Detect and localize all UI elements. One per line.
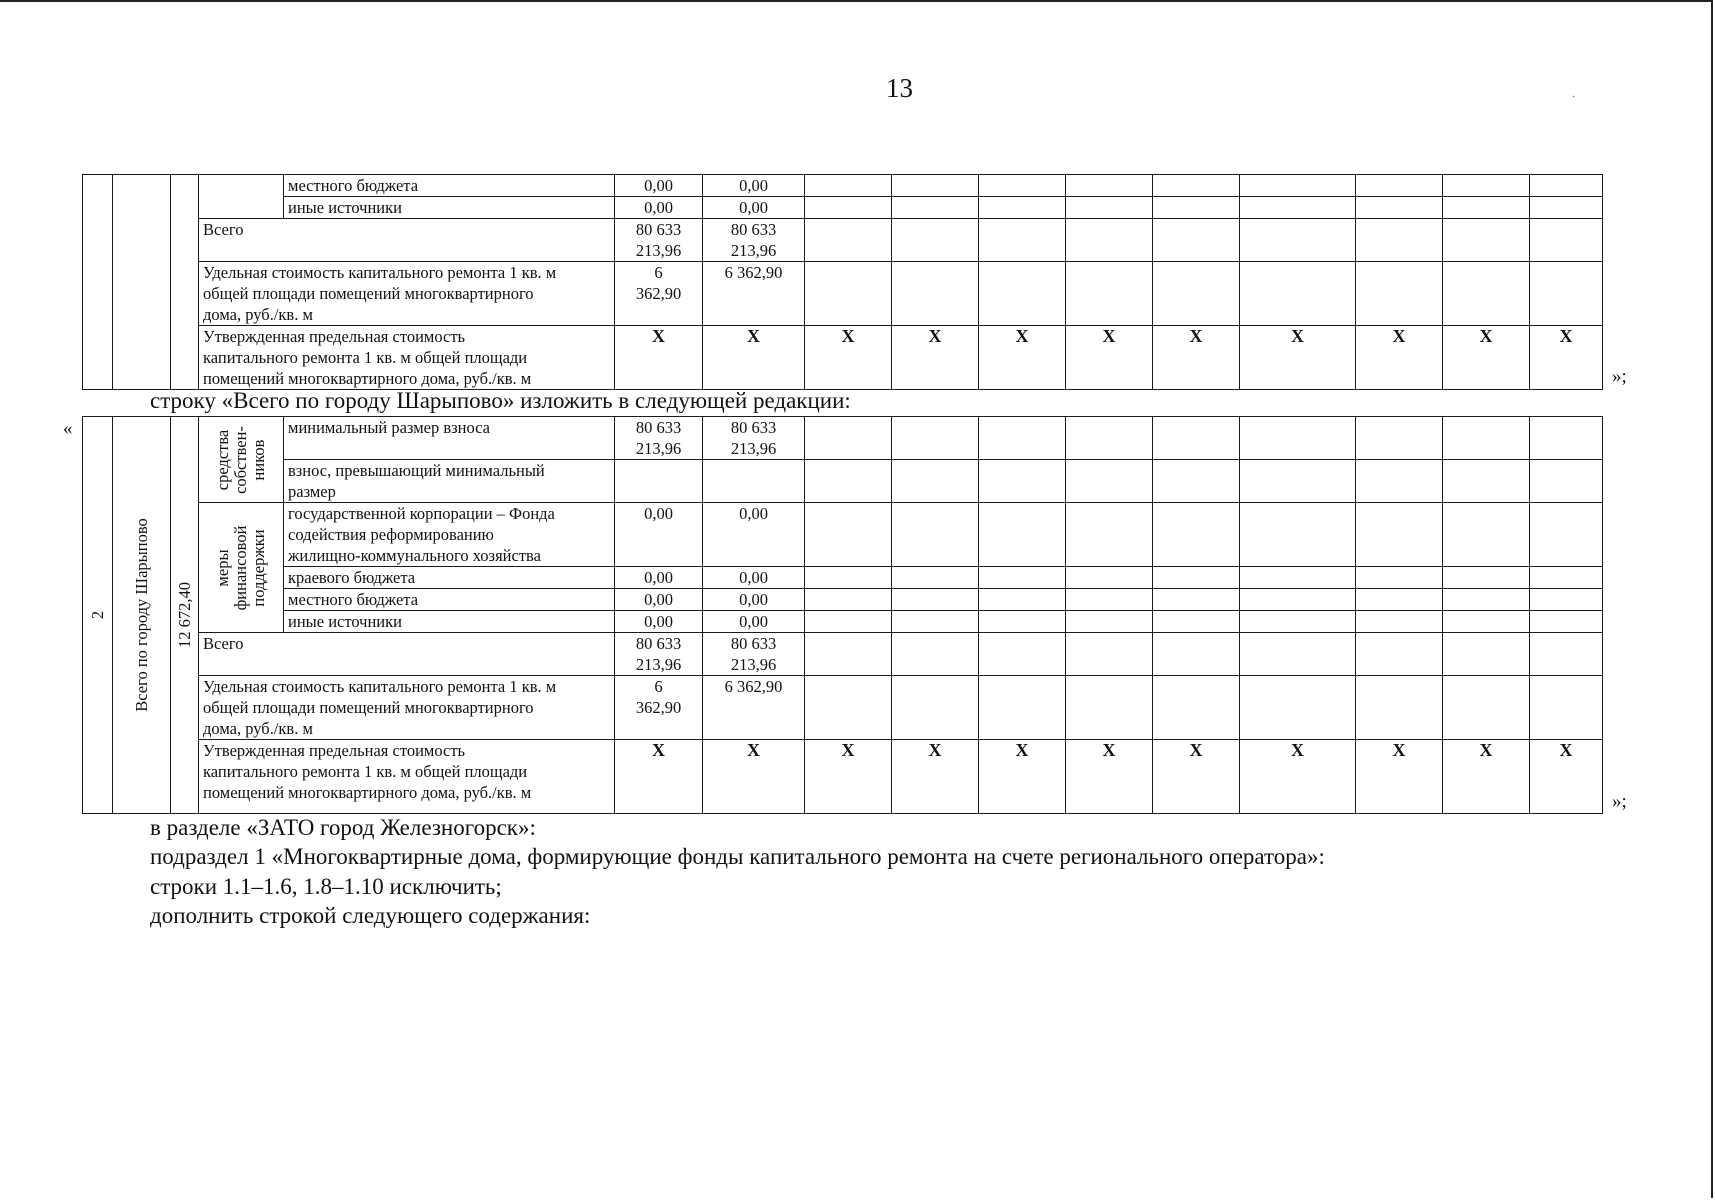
empty-cell bbox=[1066, 611, 1153, 633]
empty-cell bbox=[1356, 589, 1443, 611]
mark-cell: X bbox=[615, 740, 703, 814]
mark-cell: X bbox=[979, 740, 1066, 814]
row-label: краевого бюджета bbox=[284, 567, 615, 589]
empty-cell bbox=[979, 460, 1066, 503]
empty-cell bbox=[805, 417, 892, 460]
value-cell: 80 633 213,96 bbox=[703, 219, 805, 262]
row-name-cell bbox=[113, 417, 171, 814]
row-number: 2 bbox=[87, 610, 107, 620]
empty-cell bbox=[1153, 633, 1240, 676]
empty-cell bbox=[1443, 503, 1530, 567]
empty-cell bbox=[979, 417, 1066, 460]
empty-cell bbox=[1153, 589, 1240, 611]
instruction-text: в разделе «ЗАТО город Железногорск»: bbox=[150, 815, 536, 840]
empty-cell bbox=[1066, 567, 1153, 589]
empty-cell bbox=[1240, 503, 1356, 567]
empty-cell bbox=[1443, 676, 1530, 740]
empty-cell bbox=[979, 676, 1066, 740]
empty-cell bbox=[1153, 197, 1240, 219]
value-cell: 0,00 bbox=[615, 611, 703, 633]
empty-cell bbox=[1066, 460, 1153, 503]
table-row bbox=[83, 175, 1603, 197]
empty-cell bbox=[979, 633, 1066, 676]
value-cell: 0,00 bbox=[615, 503, 703, 567]
empty-cell bbox=[892, 262, 979, 326]
empty-cell bbox=[1153, 262, 1240, 326]
empty-cell bbox=[805, 262, 892, 326]
empty-cell bbox=[1240, 197, 1356, 219]
empty-cell bbox=[805, 219, 892, 262]
empty-cell bbox=[1153, 611, 1240, 633]
empty-cell bbox=[1240, 460, 1356, 503]
empty-cell bbox=[1066, 417, 1153, 460]
row-label: Всего bbox=[199, 633, 615, 676]
mark-cell: X bbox=[615, 326, 703, 390]
value-cell: 0,00 bbox=[703, 611, 805, 633]
empty-cell bbox=[1356, 197, 1443, 219]
empty-cell bbox=[979, 567, 1066, 589]
empty-cell bbox=[1153, 503, 1240, 567]
mark-cell: X bbox=[1443, 740, 1530, 814]
empty-cell bbox=[979, 611, 1066, 633]
empty-cell bbox=[1066, 676, 1153, 740]
table-row bbox=[83, 589, 1603, 611]
closing-quote: »; bbox=[1612, 791, 1627, 812]
mark-cell: X bbox=[979, 326, 1066, 390]
mark-cell: X bbox=[1530, 326, 1603, 390]
empty-cell bbox=[805, 611, 892, 633]
empty-cell bbox=[1443, 633, 1530, 676]
empty-cell bbox=[1443, 460, 1530, 503]
empty-cell bbox=[805, 676, 892, 740]
mark-cell: X bbox=[1443, 326, 1530, 390]
row-number-cell bbox=[83, 417, 113, 814]
mark-cell: X bbox=[892, 326, 979, 390]
empty-cell bbox=[892, 219, 979, 262]
owners-group-label: средства собствен- ников bbox=[213, 425, 268, 494]
empty-cell bbox=[979, 219, 1066, 262]
empty-cell bbox=[979, 197, 1066, 219]
table-row bbox=[83, 633, 1603, 676]
row-label: иные источники bbox=[284, 611, 615, 633]
mark-cell: X bbox=[805, 740, 892, 814]
table-row bbox=[83, 567, 1603, 589]
value-cell bbox=[703, 460, 805, 503]
empty-cell bbox=[1066, 197, 1153, 219]
area-cell bbox=[171, 417, 199, 814]
empty-cell bbox=[1443, 589, 1530, 611]
empty-cell bbox=[1153, 175, 1240, 197]
empty-cell bbox=[892, 676, 979, 740]
empty-cell bbox=[1240, 175, 1356, 197]
empty-cell bbox=[892, 567, 979, 589]
empty-cell bbox=[1443, 567, 1530, 589]
empty-cell bbox=[979, 589, 1066, 611]
mark-cell: X bbox=[1530, 740, 1603, 814]
empty-cell bbox=[892, 417, 979, 460]
empty-cell bbox=[805, 567, 892, 589]
table-row bbox=[83, 197, 1603, 219]
mark-cell: X bbox=[1356, 326, 1443, 390]
mark-cell: X bbox=[703, 740, 805, 814]
value-cell: 0,00 bbox=[703, 197, 805, 219]
row-name: Всего по городу Шарыпово bbox=[131, 518, 151, 712]
value-cell: 6 362,90 bbox=[703, 262, 805, 326]
empty-cell bbox=[1530, 503, 1603, 567]
bottom-table bbox=[82, 416, 1603, 814]
table-row bbox=[83, 417, 1603, 460]
empty-cell bbox=[1443, 262, 1530, 326]
empty-cell bbox=[1530, 197, 1603, 219]
empty-cell bbox=[1530, 567, 1603, 589]
empty-cell bbox=[892, 503, 979, 567]
empty-cell bbox=[805, 633, 892, 676]
empty-cell bbox=[1240, 262, 1356, 326]
row-label: минимальный размер взноса bbox=[284, 417, 615, 460]
empty-cell bbox=[979, 175, 1066, 197]
empty-cell bbox=[1530, 262, 1603, 326]
empty-cell bbox=[892, 197, 979, 219]
empty-cell bbox=[1443, 611, 1530, 633]
value-cell: 6 362,90 bbox=[615, 262, 703, 326]
opening-quote: « bbox=[63, 418, 73, 439]
empty-cell bbox=[805, 503, 892, 567]
mark-cell: X bbox=[703, 326, 805, 390]
value-cell: 0,00 bbox=[615, 589, 703, 611]
table-row bbox=[83, 219, 1603, 262]
empty-cell bbox=[892, 589, 979, 611]
value-cell bbox=[615, 460, 703, 503]
empty-cell bbox=[1530, 175, 1603, 197]
empty-cell bbox=[1356, 503, 1443, 567]
empty-cell bbox=[1066, 175, 1153, 197]
value-cell: 80 633 213,96 bbox=[615, 633, 703, 676]
top-table bbox=[82, 174, 1603, 390]
empty-cell bbox=[1530, 633, 1603, 676]
empty-cell bbox=[1066, 589, 1153, 611]
empty-cell bbox=[1356, 262, 1443, 326]
value-cell: 0,00 bbox=[615, 567, 703, 589]
value-cell: 80 633 213,96 bbox=[703, 633, 805, 676]
mark-cell: X bbox=[892, 740, 979, 814]
mark-cell: X bbox=[1153, 326, 1240, 390]
value-cell: 0,00 bbox=[703, 567, 805, 589]
row-label: взнос, превышающий минимальный размер bbox=[284, 460, 615, 503]
empty-cell bbox=[1443, 417, 1530, 460]
table-row bbox=[83, 460, 1603, 503]
empty-cell bbox=[1066, 262, 1153, 326]
empty-cell bbox=[1153, 219, 1240, 262]
row-number-cell bbox=[83, 175, 113, 390]
value-cell: 6 362,90 bbox=[615, 676, 703, 740]
instruction-text: дополнить строкой следующего содержания: bbox=[150, 903, 591, 928]
empty-cell bbox=[1240, 417, 1356, 460]
empty-cell bbox=[979, 262, 1066, 326]
empty-cell bbox=[1153, 676, 1240, 740]
mark-cell: X bbox=[1066, 740, 1153, 814]
row-label: Удельная стоимость капитального ремонта 1 кв. м общей площади помещений многоквартирного дома, руб./кв. м bbox=[199, 676, 615, 740]
empty-cell bbox=[892, 460, 979, 503]
value-cell: 0,00 bbox=[703, 589, 805, 611]
instruction-text: строки 1.1–1.6, 1.8–1.10 исключить; bbox=[150, 874, 502, 899]
row-label: местного бюджета bbox=[284, 175, 615, 197]
empty-cell bbox=[1530, 611, 1603, 633]
group-cell bbox=[199, 175, 284, 219]
empty-cell bbox=[1240, 567, 1356, 589]
empty-cell bbox=[892, 633, 979, 676]
empty-cell bbox=[1356, 611, 1443, 633]
table-row bbox=[83, 326, 1603, 390]
empty-cell bbox=[805, 175, 892, 197]
empty-cell bbox=[1356, 633, 1443, 676]
instruction-text: подраздел 1 «Многоквартирные дома, формирующие фонды капитального ремонта на счете регионального оператора»: bbox=[150, 844, 1325, 869]
mark-cell: X bbox=[1153, 740, 1240, 814]
empty-cell bbox=[1530, 460, 1603, 503]
empty-cell bbox=[1530, 417, 1603, 460]
empty-cell bbox=[1240, 676, 1356, 740]
row-label: Утвержденная предельная стоимость капитального ремонта 1 кв. м общей площади помещений многоквартирного дома, руб./кв. м bbox=[199, 326, 615, 390]
empty-cell bbox=[979, 503, 1066, 567]
mark-cell: X bbox=[1356, 740, 1443, 814]
empty-cell bbox=[1240, 219, 1356, 262]
empty-cell bbox=[1356, 417, 1443, 460]
row-label: Удельная стоимость капитального ремонта 1 кв. м общей площади помещений многоквартирного дома, руб./кв. м bbox=[199, 262, 615, 326]
value-cell: 80 633 213,96 bbox=[615, 417, 703, 460]
value-cell: 0,00 bbox=[615, 175, 703, 197]
empty-cell bbox=[805, 460, 892, 503]
support-group-cell bbox=[199, 503, 284, 633]
table-row bbox=[83, 262, 1603, 326]
row-label: Всего bbox=[199, 219, 615, 262]
row-label: иные источники bbox=[284, 197, 615, 219]
mark-cell: X bbox=[1066, 326, 1153, 390]
empty-cell bbox=[1066, 219, 1153, 262]
empty-cell bbox=[1443, 175, 1530, 197]
empty-cell bbox=[892, 175, 979, 197]
empty-cell bbox=[1356, 175, 1443, 197]
empty-cell bbox=[1066, 633, 1153, 676]
empty-cell bbox=[805, 197, 892, 219]
empty-cell bbox=[1240, 589, 1356, 611]
empty-cell bbox=[1356, 567, 1443, 589]
mark-cell: X bbox=[805, 326, 892, 390]
empty-cell bbox=[1240, 633, 1356, 676]
empty-cell bbox=[1153, 417, 1240, 460]
empty-cell bbox=[1356, 219, 1443, 262]
area-value: 12 672,40 bbox=[174, 582, 194, 648]
empty-cell bbox=[1240, 611, 1356, 633]
empty-cell bbox=[1443, 219, 1530, 262]
value-cell: 80 633 213,96 bbox=[703, 417, 805, 460]
value-cell: 0,00 bbox=[615, 197, 703, 219]
empty-cell bbox=[1153, 567, 1240, 589]
instruction-text: строку «Всего по городу Шарыпово» изложить в следующей редакции: bbox=[150, 388, 851, 413]
row-label: государственной корпорации – Фонда содействия реформированию жилищно-коммунального хозяйства bbox=[284, 503, 615, 567]
empty-cell bbox=[1530, 676, 1603, 740]
empty-cell bbox=[1530, 219, 1603, 262]
stray-mark: . bbox=[1572, 86, 1575, 100]
empty-cell bbox=[1153, 460, 1240, 503]
empty-cell bbox=[1066, 503, 1153, 567]
mark-cell: X bbox=[1240, 740, 1356, 814]
mark-cell: X bbox=[1240, 326, 1356, 390]
table-row bbox=[83, 676, 1603, 740]
owners-group-cell bbox=[199, 417, 284, 503]
row-label: Утвержденная предельная стоимость капитального ремонта 1 кв. м общей площади помещений многоквартирного дома, руб./кв. м bbox=[199, 740, 615, 814]
table-row bbox=[83, 740, 1603, 814]
page-number: 13 bbox=[886, 73, 913, 103]
value-cell: 6 362,90 bbox=[703, 676, 805, 740]
value-cell: 80 633 213,96 bbox=[615, 219, 703, 262]
row-name-cell bbox=[113, 175, 171, 390]
empty-cell bbox=[1443, 197, 1530, 219]
empty-cell bbox=[805, 589, 892, 611]
support-group-label: меры финансовой поддержки bbox=[213, 525, 268, 610]
empty-cell bbox=[1530, 589, 1603, 611]
value-cell: 0,00 bbox=[703, 175, 805, 197]
empty-cell bbox=[892, 611, 979, 633]
closing-quote: »; bbox=[1612, 366, 1627, 387]
area-cell bbox=[171, 175, 199, 390]
empty-cell bbox=[1356, 460, 1443, 503]
value-cell: 0,00 bbox=[703, 503, 805, 567]
table-row bbox=[83, 503, 1603, 567]
table-row bbox=[83, 611, 1603, 633]
empty-cell bbox=[1356, 676, 1443, 740]
row-label: местного бюджета bbox=[284, 589, 615, 611]
